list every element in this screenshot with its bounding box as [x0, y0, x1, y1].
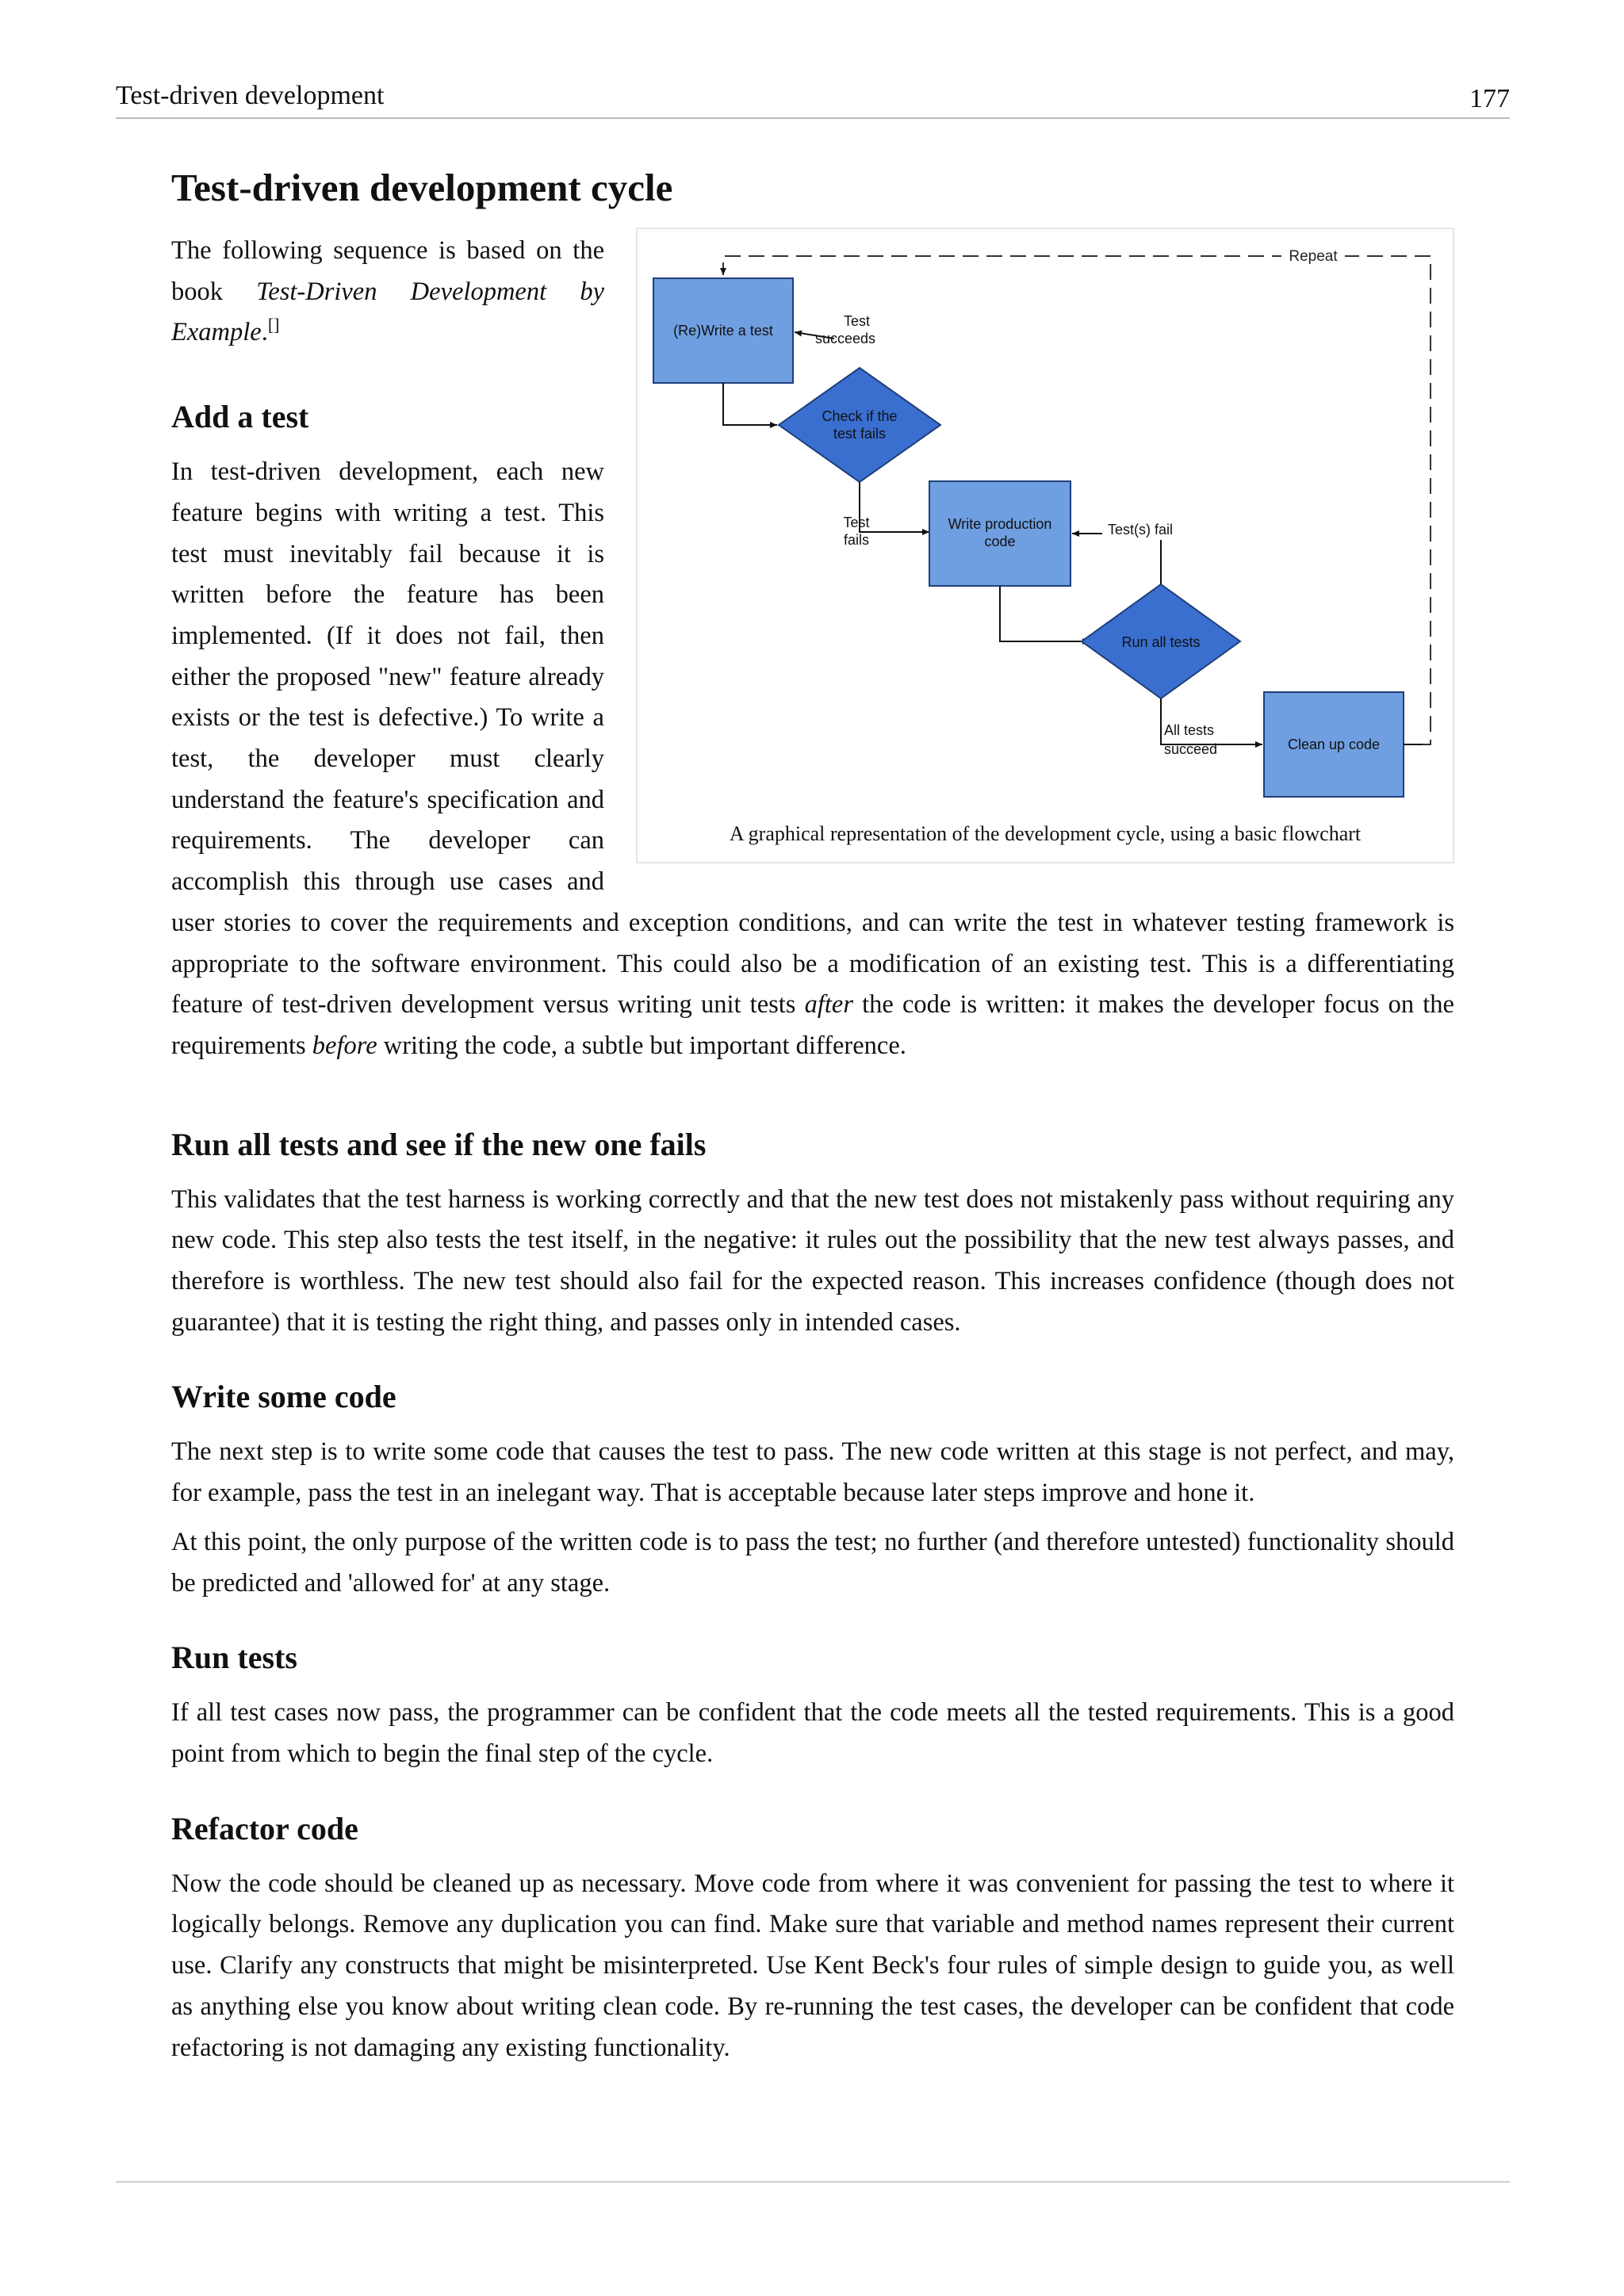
emphasis-before: before: [312, 1031, 377, 1060]
edge-write-to-check: [723, 383, 777, 425]
check-fails-node: [779, 368, 940, 482]
edge-tests-fail: [1072, 534, 1161, 584]
add-test-text-mid: the code is written: it makes the developer focus on the requirements: [171, 990, 1454, 1060]
run-tests-heading: Run tests: [171, 1640, 297, 1676]
check-fails-label-2: test fails: [833, 426, 887, 442]
intro-end: .: [261, 318, 268, 347]
test-fails-label-2: fails: [843, 532, 870, 548]
figure-caption: A graphical representation of the development cycle, using a basic flowchart: [729, 822, 1362, 845]
write-production-label-1: Write production: [948, 516, 1052, 532]
add-test-text: In test-driven development, each new feature begins with writing a test. This test must inevitably fail because it is written before the feature has been implemented. (If it does not fail, then either the proposed "new" feature already exists or the test is defective.) To write a test, the developer must clearly understand the feature's specification and requirements. The developer can accomplish this through use cases and user stories to cover the requirements and exception conditions, and can write the test in whatever testing framework is appropriate to the software environment. This could also be a modification of an existing test. This is a differentiating feature of test-driven development versus writing unit tests: [171, 457, 1454, 1020]
run-all-paragraph: This validates that the test harness is working correctly and that the new test does not mistakenly pass without requiring any new code. This step also tests the test itself, in the negative: it rules out the possibility that the new test always passes, and therefore is worthless. The new test should also fail for the expected reason. This increases confidence (though does not guarantee) that it is testing the right thing, and passes only in intended cases.: [171, 1184, 1454, 1337]
test-fails-label-1: Test: [843, 515, 870, 530]
tests-fail-label: Test(s) fail: [1107, 522, 1174, 538]
page-title: Test-driven development cycle: [171, 166, 673, 209]
book-title: Test-Driven Development by Example: [171, 277, 604, 347]
run-all-heading: Run all tests and see if the new one fails: [171, 1126, 707, 1162]
reference-link[interactable]: []: [267, 315, 280, 335]
write-test-label: (Re)Write a test: [673, 323, 773, 339]
flowchart-figure: [636, 228, 1454, 863]
flowchart-diagram: [638, 229, 1453, 816]
check-fails-label-1: Check if the: [822, 408, 898, 424]
add-test-heading: Add a test: [171, 399, 309, 435]
test-succeeds-label-1: Test: [844, 313, 871, 329]
edge-test-fails: [860, 482, 929, 532]
add-test-text-end: writing the code, a subtle but important difference.: [377, 1031, 906, 1060]
emphasis-after: after: [804, 990, 853, 1020]
repeat-label: Repeat: [1289, 248, 1338, 265]
footer-rule: [116, 2181, 1510, 2183]
edge-prod-to-run: [1000, 586, 1090, 641]
write-code-paragraph-1: The next step is to write some code that causes the test to pass. The new code written at this stage is not perfect, and may, for example, pass the test in an inelegant way. That is acceptable because later steps improve and hone it.: [171, 1437, 1454, 1508]
run-all-tests-label: Run all tests: [1121, 634, 1201, 650]
repeat-loop-line: [723, 256, 1431, 744]
running-header: [116, 79, 1510, 119]
test-succeeds-label-2: succeeds: [815, 331, 876, 346]
all-succeed-label-2: succeed: [1164, 741, 1218, 757]
write-code-heading: Write some code: [171, 1379, 396, 1415]
write-production-label-2: code: [984, 534, 1016, 549]
intro-text: The following sequence is based on the book: [171, 236, 604, 306]
run-tests-paragraph: If all test cases now pass, the programmer can be confident that the code meets all the tested requirements. This is a good point from which to begin the final step of the cycle.: [171, 1698, 1454, 1768]
all-succeed-label-1: All tests: [1164, 722, 1215, 738]
write-code-paragraph-2: At this point, the only purpose of the written code is to pass the test; no further (and therefore untested) functionality should be predicted and 'allowed for' at any stage.: [171, 1527, 1454, 1598]
refactor-heading: Refactor code: [171, 1810, 358, 1846]
page-number: 177: [1469, 84, 1510, 113]
running-title: Test-driven development: [116, 81, 385, 110]
refactor-paragraph: Now the code should be cleaned up as necessary. Move code from where it was convenient for passing the test to where it logically belongs. Remove any duplication you can find. Make sure that variable and method names represent their current use. Clarify any constructs that might be misinterpreted. Use Kent Beck's four rules of simple design to guide you, as well as anything else you know about writing clean code. By re-running the test cases, the developer can be confident that code refactoring is not damaging any existing functionality.: [171, 1869, 1454, 2062]
clean-up-label: Clean up code: [1287, 737, 1381, 752]
article-body: [171, 163, 1454, 2076]
